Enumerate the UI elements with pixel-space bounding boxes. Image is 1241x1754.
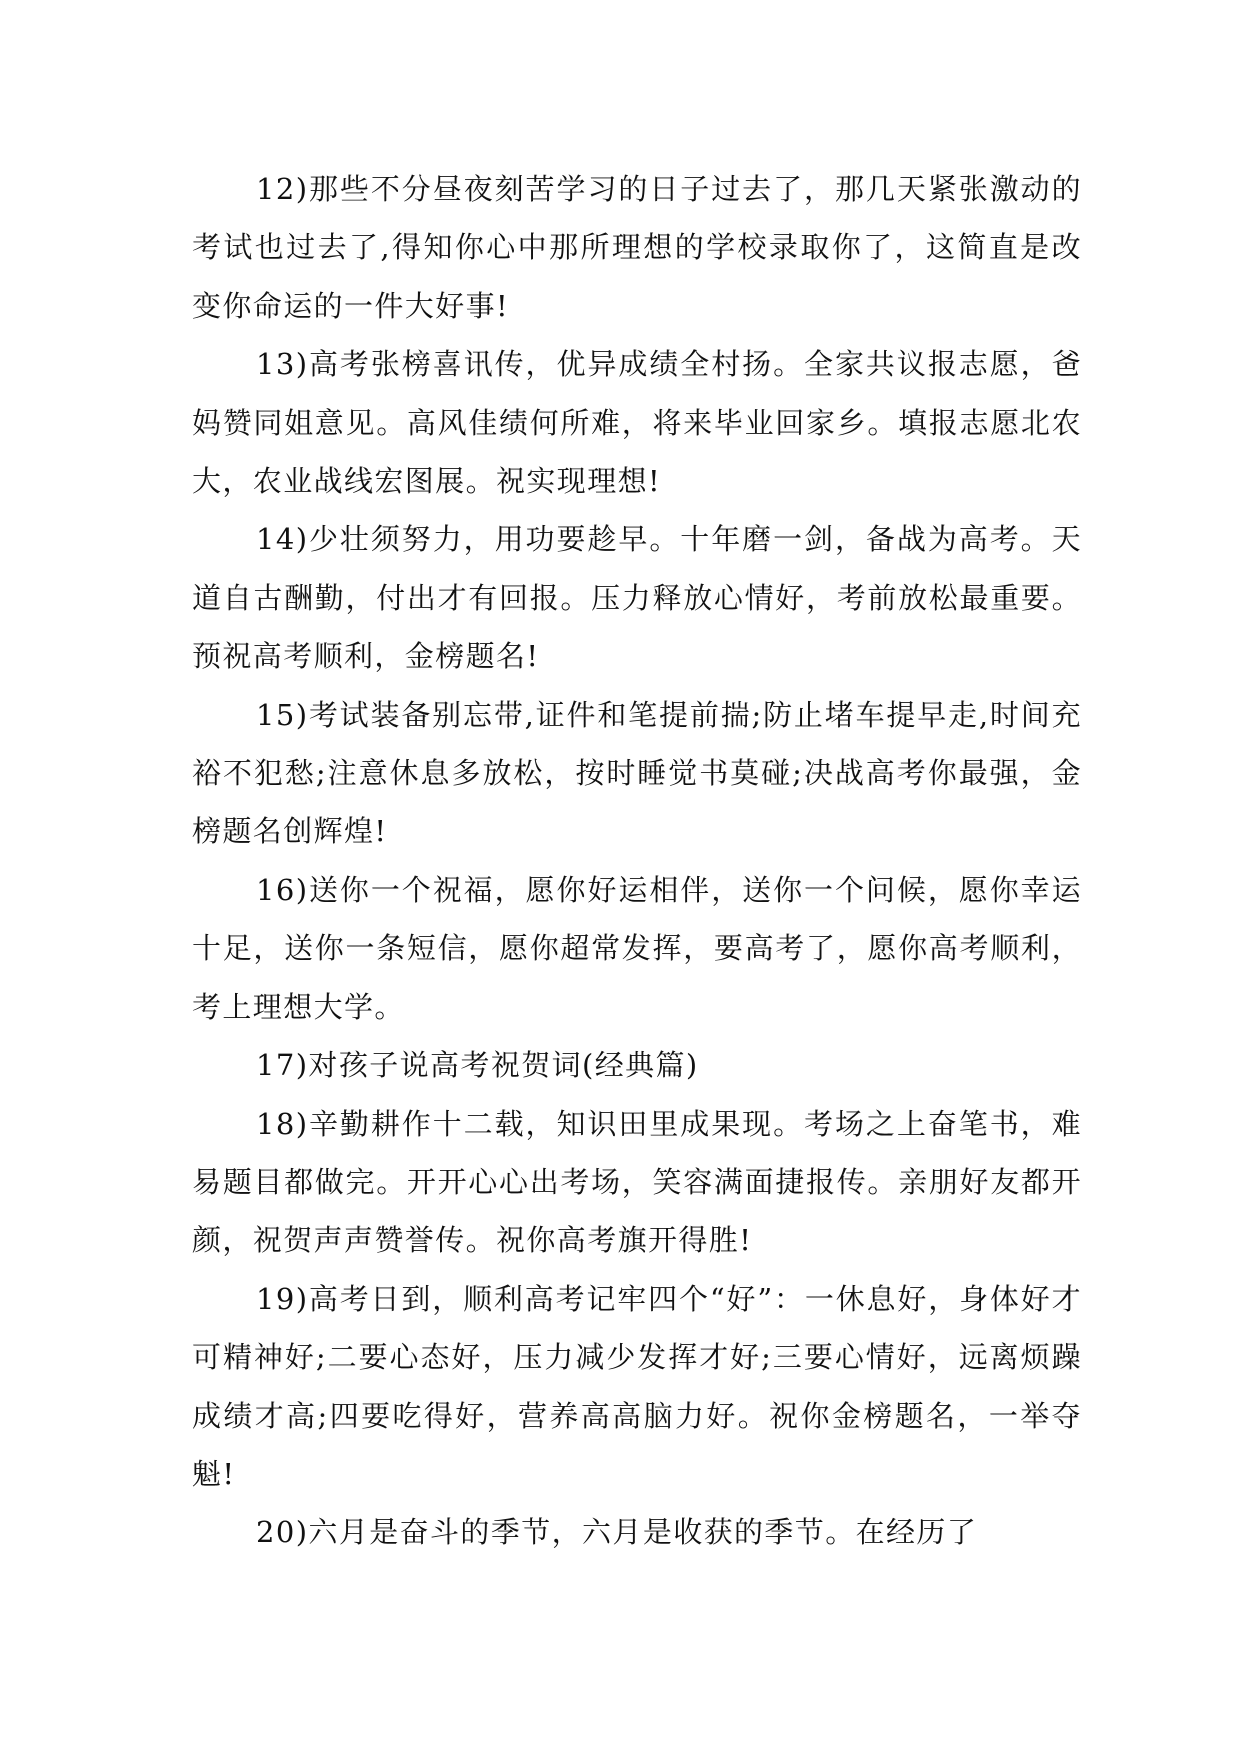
paragraph-14: 14)少壮须努力，用功要趁早。十年磨一剑，备战为高考。天道自古酬勤，付出才有回报。压力释放心情好，考前放松最重要。预祝高考顺利，金榜题名!: [192, 522, 1082, 674]
document-body: [192, 160, 1082, 1562]
paragraph-15: 15)考试装备别忘带,证件和笔提前揣;防止堵车提早走,时间充裕不犯愁;注意休息多放松，按时睡觉书莫碰;决战高考你最强，金榜题名创辉煌!: [192, 697, 1082, 849]
paragraph-12: 12)那些不分昼夜刻苦学习的日子过去了，那几天紧张激动的考试也过去了,得知你心中那所理想的学校录取你了，这简直是改变你命运的一件大好事!: [192, 172, 1082, 323]
paragraph-13: 13)高考张榜喜讯传，优异成绩全村扬。全家共议报志愿，爸妈赞同姐意见。高风佳绩何所难，将来毕业回家乡。填报志愿北农大，农业战线宏图展。祝实现理想!: [192, 347, 1082, 499]
paragraph-17: 17)对孩子说高考祝贺词(经典篇): [256, 1048, 699, 1083]
paragraph-19: 19)高考日到，顺利高考记牢四个“好”：一休息好，身体好才可精神好;二要心态好，压力减少发挥才好;三要心情好，远离烦躁成绩才高;四要吃得好，营养高高脑力好。祝你金榜题名，一举夺魁!: [192, 1281, 1082, 1491]
paragraph-16: 16)送你一个祝福，愿你好运相伴，送你一个问候，愿你幸运十足，送你一条短信，愿你超常发挥，要高考了，愿你高考顺利，考上理想大学。: [192, 872, 1082, 1024]
paragraph-18: 18)辛勤耕作十二载，知识田里成果现。考场之上奋笔书，难易题目都做完。开开心心出考场，笑容满面捷报传。亲朋好友都开颜，祝贺声声赞誉传。祝你高考旗开得胜!: [192, 1106, 1082, 1258]
paragraph-20: 20)六月是奋斗的季节，六月是收获的季节。在经历了: [256, 1515, 978, 1550]
